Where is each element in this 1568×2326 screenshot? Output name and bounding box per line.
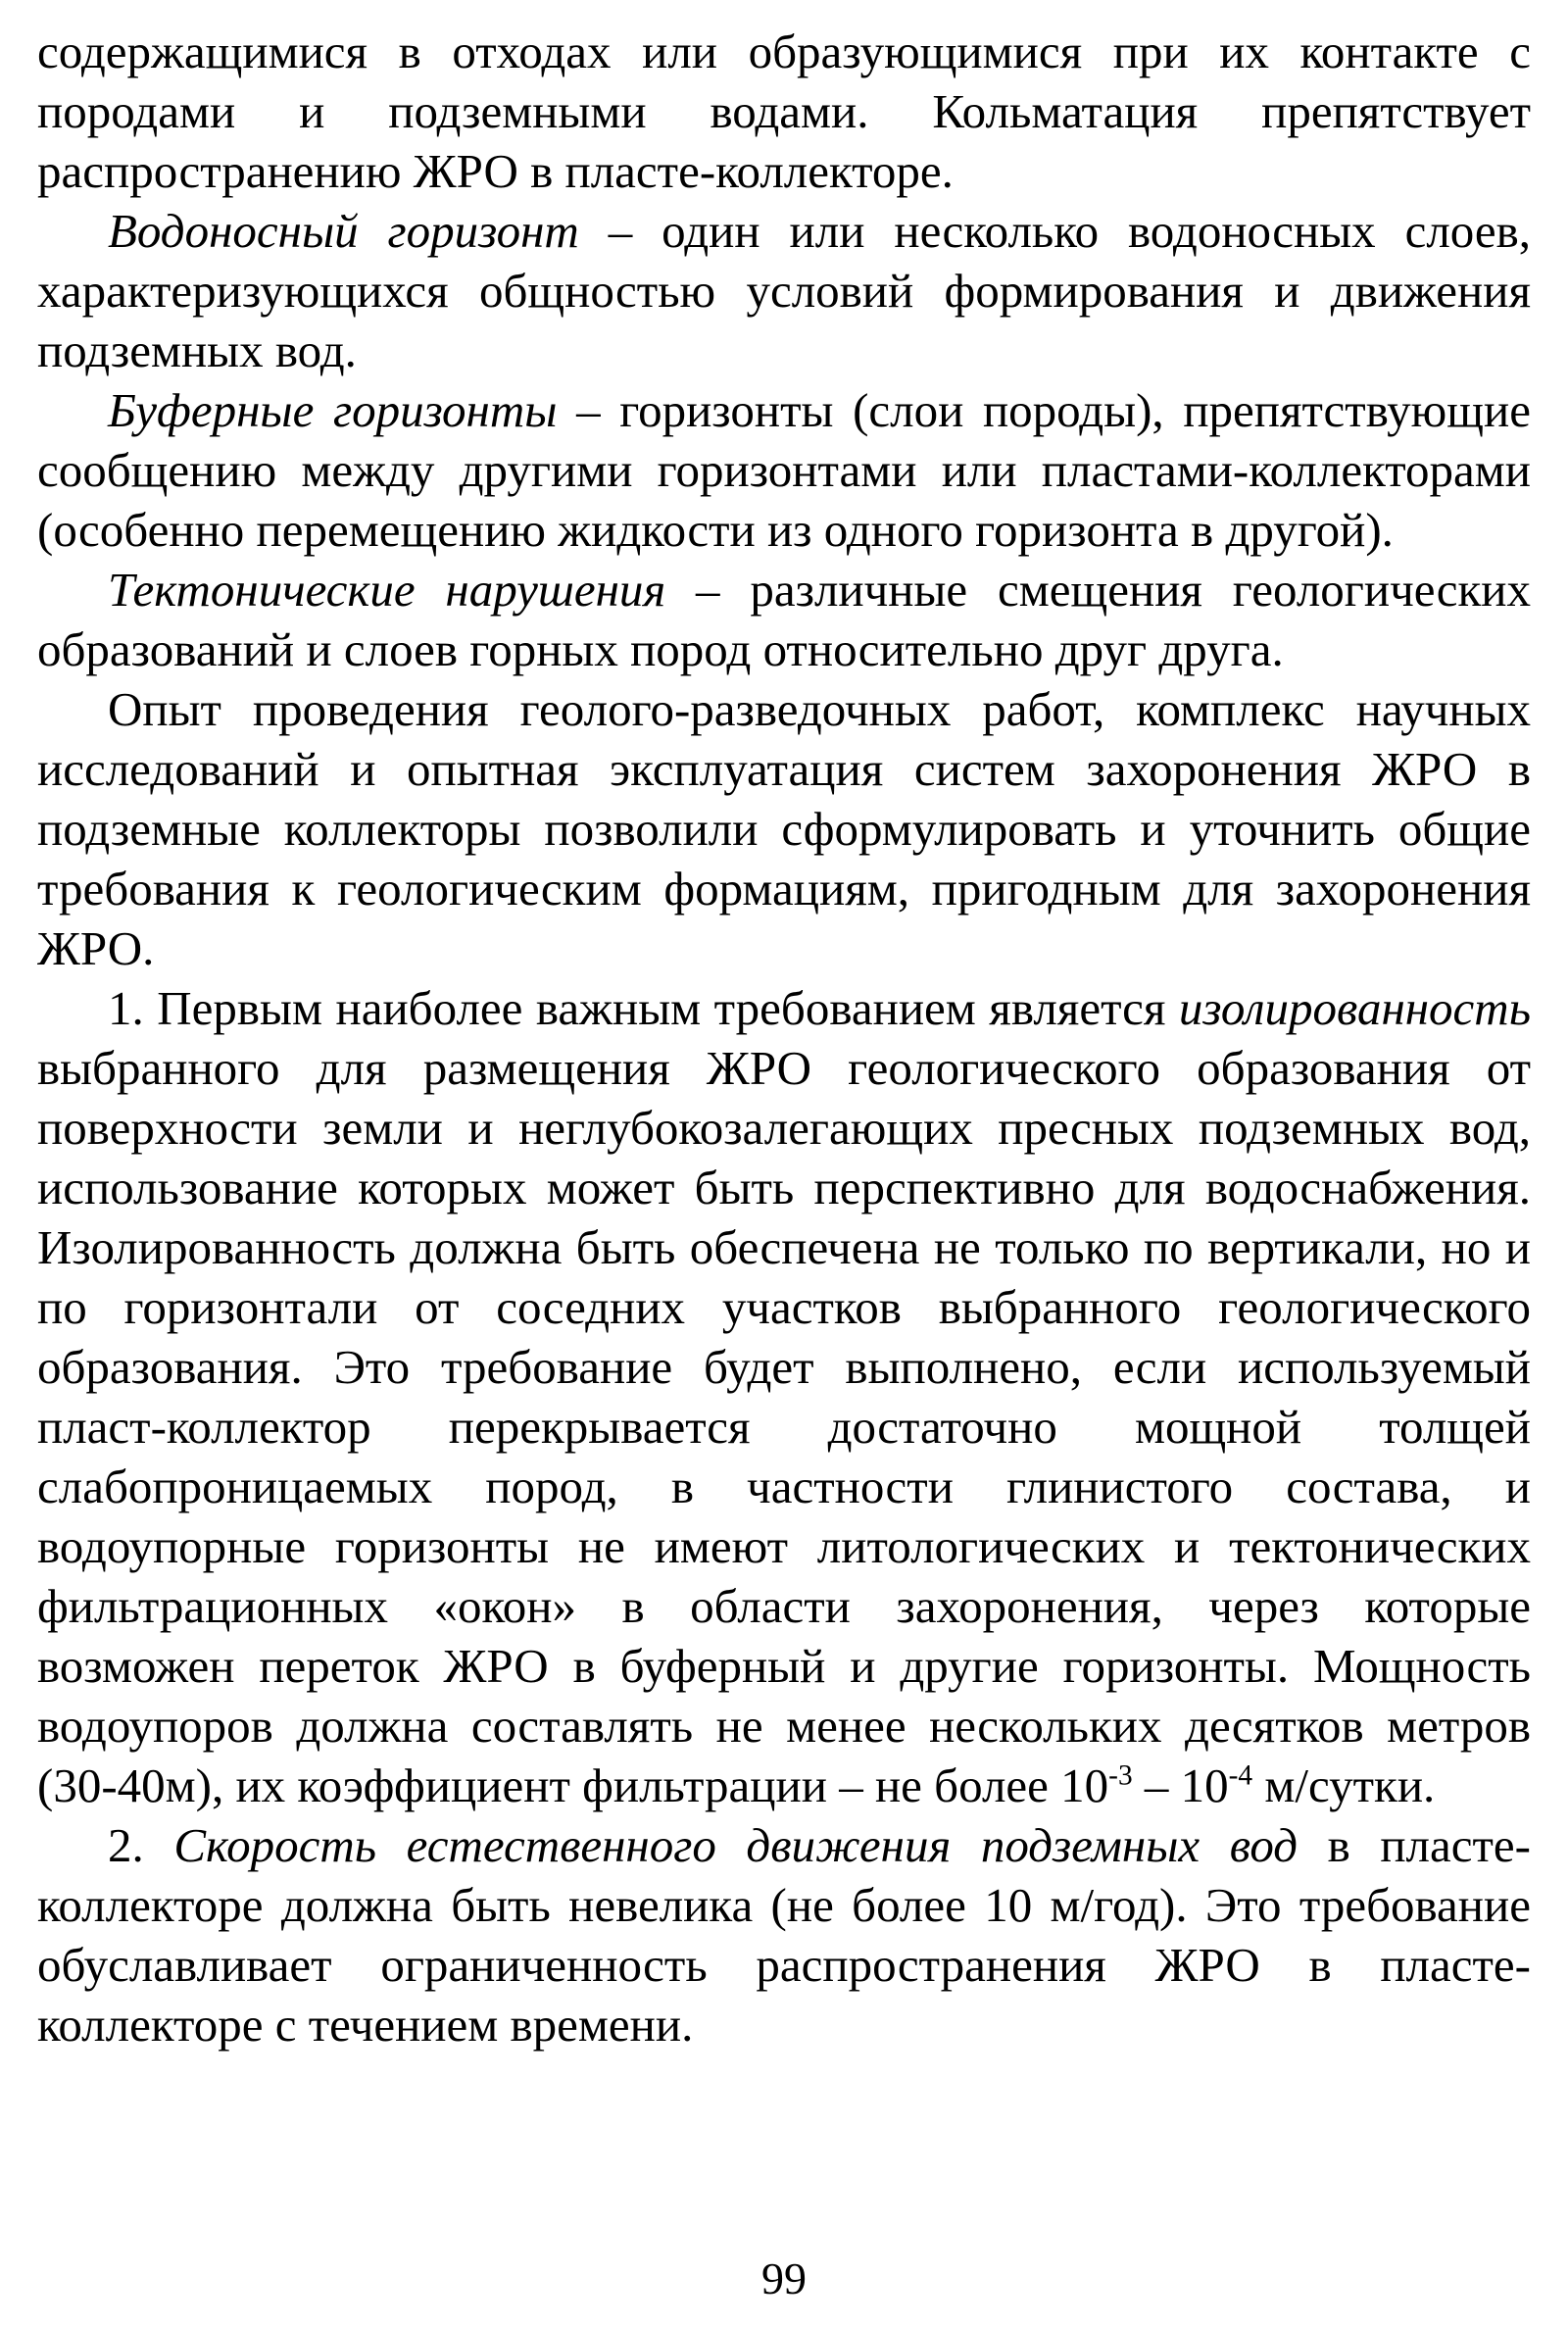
paragraph-text: 1. Первым наиболее важным требованием является [108, 981, 1179, 1035]
formula-exponent: -4 [1228, 1759, 1253, 1792]
formula-base: 10 [1180, 1758, 1229, 1812]
paragraph-text: 2. [108, 1818, 174, 1872]
definition-text: – один или несколько водоносных слоев, характеризующихся общностью условий формирования и движения подземных вод. [37, 204, 1531, 377]
term-aquifer: Водоносный горизонт [108, 204, 579, 258]
definition-text: – горизонты (слои породы), препятствующие сообщению между другими горизонтами или пластами-коллекторами (особенно перемещению жидкости из одного горизонта в другой). [37, 383, 1531, 557]
definition-text: – различные смещения геологических образований и слоев горных пород относительно друг друга. [37, 563, 1531, 676]
paragraph-text: Опыт проведения геолого-разведочных работ, комплекс научных исследований и опытная эксплуатация систем захоронения ЖРО в подземные коллекторы позволили сформулировать и уточнить общие требования к геологическим формациям, пригодным для захоронения ЖРО. [37, 682, 1531, 975]
formula-dash: – [1132, 1758, 1181, 1812]
term-buffer-horizons: Буферные горизонты [108, 383, 558, 437]
paragraph-requirement-2 [37, 1815, 1531, 2054]
paragraph-text: в пласте-коллекторе должна быть невелика (не более 10 м/год). Это требование обуславливает ограниченность распространения ЖРО в пласте-коллекторе с течением времени. [37, 1818, 1531, 2052]
paragraph-text: выбранного для размещения ЖРО геологического образования от поверхности земли и неглубокозалегающих пресных подземных вод, использование которых может быть перспективно для водоснабжения. Изолированность должна быть обеспечена не только по вертикали, но и по горизонтали от соседних участков выбранного геологического образования. Это требование будет выполнено, если используемый пласт-коллектор перекрывается достаточно мощной толщей слабопроницаемых пород, в частности глинистого состава, и водоупорные горизонты не имеют литологических и тектонических фильтрационных «окон» в области захоронения, через которые возможен переток ЖРО в буферный и другие горизонты. Мощность водоупоров должна составлять не менее нескольких десятков метров (30-40м), их коэффициент фильтрации – не более [37, 1041, 1531, 1812]
paragraph-experience [37, 679, 1531, 978]
formula-exponent: -3 [1108, 1759, 1133, 1792]
body-text [37, 22, 1531, 2054]
formula-unit: м/сутки. [1252, 1758, 1436, 1812]
page-number: 99 [761, 2253, 807, 2303]
paragraph-definition-buffer [37, 380, 1531, 560]
paragraph-continuation [37, 22, 1531, 201]
formula-base: 10 [1060, 1758, 1109, 1812]
paragraph-definition-tectonic [37, 560, 1531, 679]
paragraph-requirement-1 [37, 978, 1531, 1815]
paragraph-text: содержащимися в отходах или образующимися при их контакте с породами и подземными водами. Кольматация препятствует распространению ЖРО в пласте-коллекторе. [37, 25, 1531, 198]
filtration-formula [1060, 1758, 1435, 1812]
paragraph-definition-aquifer [37, 201, 1531, 380]
term-groundwater-velocity: Скорость естественного движения подземных вод [173, 1818, 1298, 1872]
term-isolation: изолированность [1178, 981, 1531, 1035]
term-tectonic-disturbances: Тектонические нарушения [108, 563, 666, 617]
